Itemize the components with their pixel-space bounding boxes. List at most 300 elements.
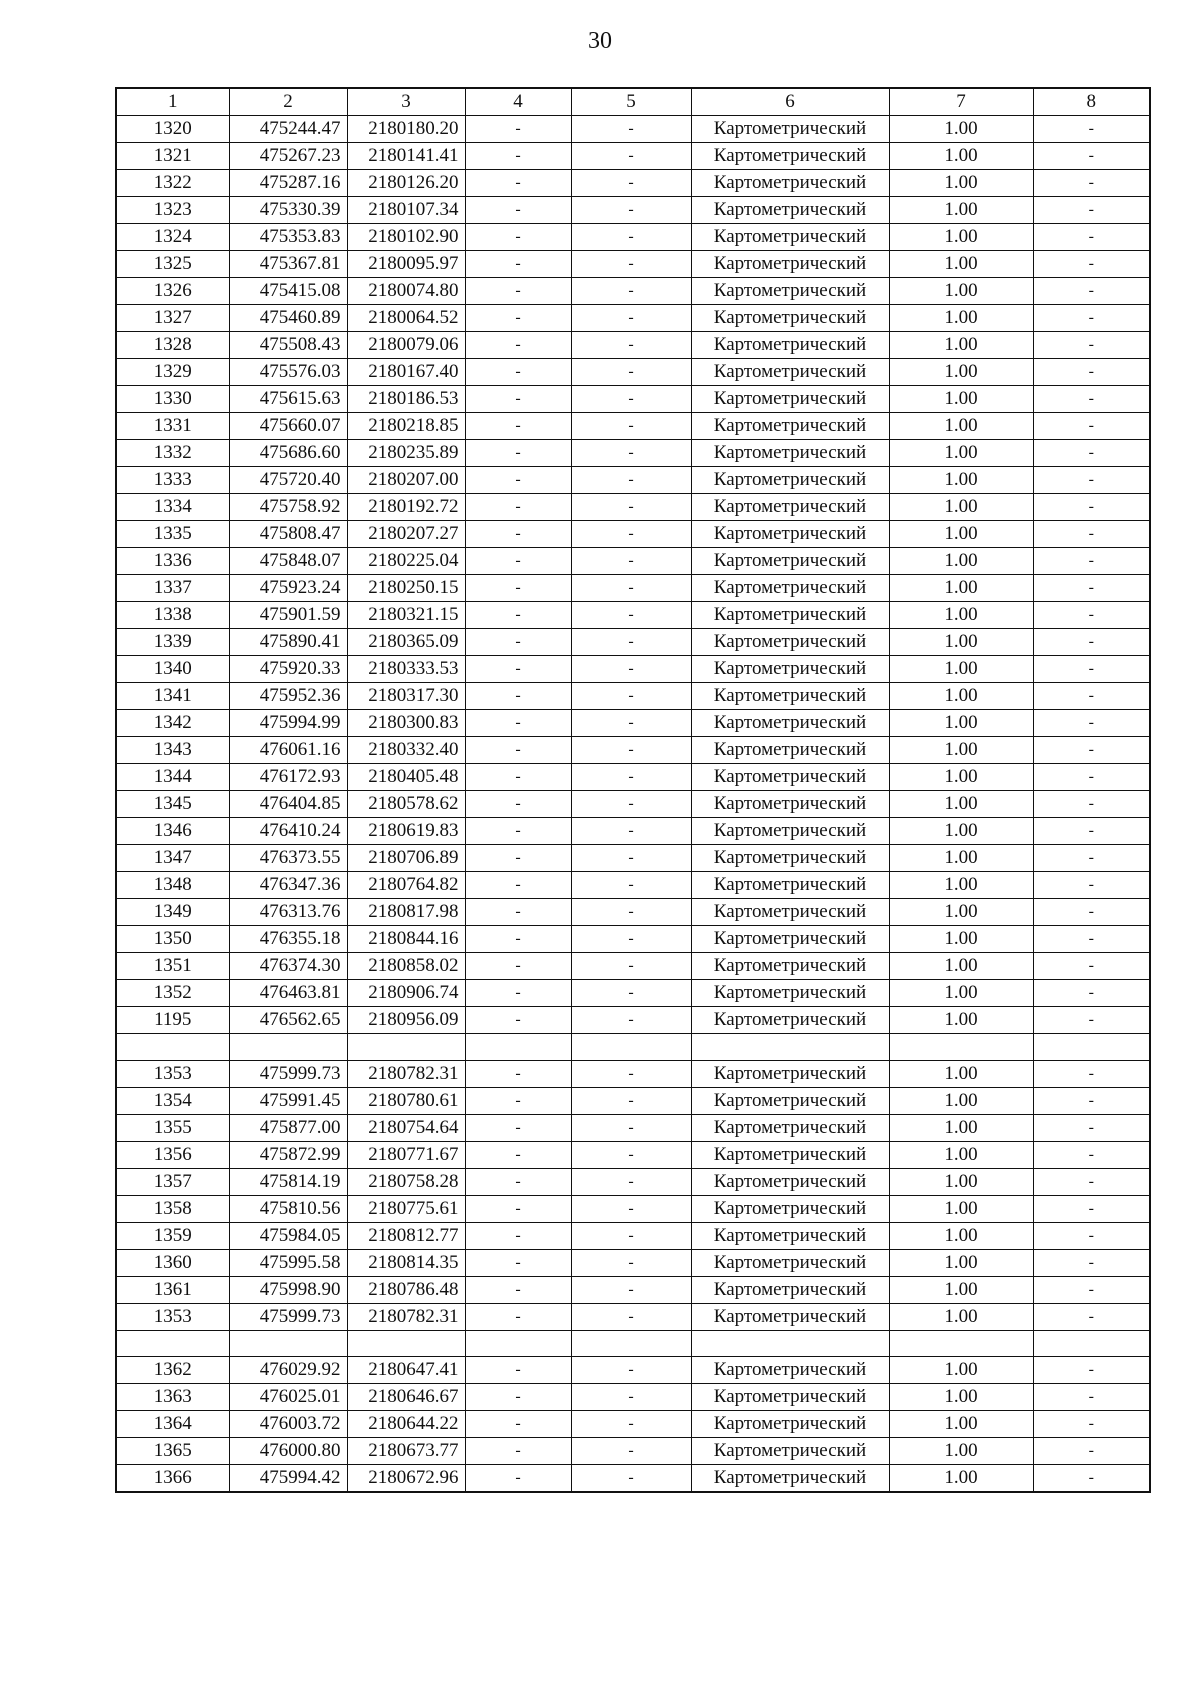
table-cell-col-5: - xyxy=(571,1007,691,1034)
table-cell-col-5: - xyxy=(571,251,691,278)
table-cell-col-5: - xyxy=(571,791,691,818)
table-cell-col-8: - xyxy=(1033,602,1150,629)
table-row xyxy=(116,440,1150,467)
coordinates-table xyxy=(115,87,1151,1493)
table-cell-col-8: - xyxy=(1033,845,1150,872)
table-cell-col-1: 1342 xyxy=(116,710,229,737)
table-cell-col-2: 476029.92 xyxy=(229,1357,347,1384)
table-cell-col-8: - xyxy=(1033,332,1150,359)
table-cell-col-5: - xyxy=(571,710,691,737)
table-cell-col-8: - xyxy=(1033,953,1150,980)
table-cell-col-7: 1.00 xyxy=(889,224,1033,251)
table-cell-col-1: 1341 xyxy=(116,683,229,710)
table-cell-col-5: - xyxy=(571,764,691,791)
table-cell-col-4: - xyxy=(465,143,571,170)
table-cell-col-7 xyxy=(889,1330,1033,1357)
table-row xyxy=(116,818,1150,845)
table-cell-col-4: - xyxy=(465,872,571,899)
table-cell-col-4: - xyxy=(465,116,571,143)
table-row xyxy=(116,1384,1150,1411)
table-row xyxy=(116,413,1150,440)
table-cell-col-1: 1344 xyxy=(116,764,229,791)
table-cell-col-7: 1.00 xyxy=(889,629,1033,656)
table-cell-col-1: 1321 xyxy=(116,143,229,170)
table-cell-col-1: 1347 xyxy=(116,845,229,872)
table-cell-col-3: 2180095.97 xyxy=(347,251,465,278)
table-cell-col-4: - xyxy=(465,1195,571,1222)
column-header-2: 2 xyxy=(229,88,347,116)
table-cell-col-5: - xyxy=(571,1249,691,1276)
table-cell-col-5: - xyxy=(571,521,691,548)
table-row xyxy=(116,1007,1150,1034)
table-cell-col-6: Картометрический xyxy=(691,332,889,359)
table-cell-col-3: 2180758.28 xyxy=(347,1168,465,1195)
table-cell-col-1: 1349 xyxy=(116,899,229,926)
table-cell-col-7: 1.00 xyxy=(889,602,1033,629)
table-cell-col-5: - xyxy=(571,1357,691,1384)
table-cell-col-4: - xyxy=(465,224,571,251)
table-cell-col-1: 1325 xyxy=(116,251,229,278)
table-cell-col-6: Картометрический xyxy=(691,278,889,305)
table-cell-col-7: 1.00 xyxy=(889,305,1033,332)
table-cell-col-8: - xyxy=(1033,413,1150,440)
table-cell-col-3: 2180405.48 xyxy=(347,764,465,791)
table-row xyxy=(116,1411,1150,1438)
table-cell-col-6: Картометрический xyxy=(691,845,889,872)
table-cell-col-8: - xyxy=(1033,899,1150,926)
table-cell-col-4: - xyxy=(465,1087,571,1114)
table-cell-col-8: - xyxy=(1033,710,1150,737)
table-cell-col-8: - xyxy=(1033,548,1150,575)
table-row xyxy=(116,1330,1150,1357)
table-cell-col-3: 2180647.41 xyxy=(347,1357,465,1384)
table-cell-col-1: 1338 xyxy=(116,602,229,629)
table-cell-col-2 xyxy=(229,1034,347,1061)
table-cell-col-3 xyxy=(347,1034,465,1061)
table-cell-col-2: 475995.58 xyxy=(229,1249,347,1276)
table-cell-col-8: - xyxy=(1033,143,1150,170)
table-cell-col-7: 1.00 xyxy=(889,710,1033,737)
table-cell-col-8: - xyxy=(1033,1222,1150,1249)
table-cell-col-1 xyxy=(116,1034,229,1061)
table-cell-col-7: 1.00 xyxy=(889,764,1033,791)
table-cell-col-8: - xyxy=(1033,737,1150,764)
table-cell-col-5: - xyxy=(571,872,691,899)
table-cell-col-6: Картометрический xyxy=(691,1168,889,1195)
table-cell-col-6: Картометрический xyxy=(691,1249,889,1276)
table-cell-col-4: - xyxy=(465,1249,571,1276)
table-cell-col-8: - xyxy=(1033,278,1150,305)
table-cell-col-2: 475415.08 xyxy=(229,278,347,305)
table-cell-col-4: - xyxy=(465,575,571,602)
table-cell-col-6: Картометрический xyxy=(691,899,889,926)
table-cell-col-2: 476562.65 xyxy=(229,1007,347,1034)
table-row xyxy=(116,899,1150,926)
table-cell-col-7: 1.00 xyxy=(889,1411,1033,1438)
column-header-3: 3 xyxy=(347,88,465,116)
table-cell-col-7: 1.00 xyxy=(889,953,1033,980)
table-cell-col-5: - xyxy=(571,899,691,926)
table-cell-col-5: - xyxy=(571,494,691,521)
table-cell-col-2: 475952.36 xyxy=(229,683,347,710)
table-cell-col-6: Картометрический xyxy=(691,1438,889,1465)
table-row xyxy=(116,1034,1150,1061)
table-cell-col-6: Картометрический xyxy=(691,926,889,953)
table-cell-col-6: Картометрический xyxy=(691,575,889,602)
table-cell-col-8: - xyxy=(1033,1087,1150,1114)
table-cell-col-5: - xyxy=(571,575,691,602)
table-cell-col-1: 1320 xyxy=(116,116,229,143)
table-cell-col-6: Картометрический xyxy=(691,1087,889,1114)
table-cell-col-2: 476025.01 xyxy=(229,1384,347,1411)
table-cell-col-4: - xyxy=(465,737,571,764)
table-cell-col-7: 1.00 xyxy=(889,656,1033,683)
table-cell-col-6: Картометрический xyxy=(691,548,889,575)
table-cell-col-2: 475267.23 xyxy=(229,143,347,170)
table-cell-col-1: 1331 xyxy=(116,413,229,440)
table-cell-col-7: 1.00 xyxy=(889,467,1033,494)
table-cell-col-8: - xyxy=(1033,1411,1150,1438)
column-header-5: 5 xyxy=(571,88,691,116)
table-cell-col-4: - xyxy=(465,332,571,359)
table-cell-col-7: 1.00 xyxy=(889,1384,1033,1411)
table-cell-col-5: - xyxy=(571,926,691,953)
table-cell-col-7: 1.00 xyxy=(889,413,1033,440)
table-cell-col-6: Картометрический xyxy=(691,359,889,386)
table-cell-col-7: 1.00 xyxy=(889,737,1033,764)
column-header-8: 8 xyxy=(1033,88,1150,116)
table-cell-col-3: 2180817.98 xyxy=(347,899,465,926)
table-cell-col-6 xyxy=(691,1034,889,1061)
table-cell-col-4: - xyxy=(465,521,571,548)
table-cell-col-5: - xyxy=(571,1141,691,1168)
table-cell-col-5: - xyxy=(571,1438,691,1465)
table-cell-col-1: 1332 xyxy=(116,440,229,467)
table-cell-col-4: - xyxy=(465,980,571,1007)
table-cell-col-4: - xyxy=(465,845,571,872)
table-cell-col-6: Картометрический xyxy=(691,656,889,683)
table-cell-col-3: 2180102.90 xyxy=(347,224,465,251)
table-cell-col-3: 2180754.64 xyxy=(347,1114,465,1141)
table-cell-col-4: - xyxy=(465,386,571,413)
table-cell-col-3: 2180333.53 xyxy=(347,656,465,683)
table-cell-col-6: Картометрический xyxy=(691,1465,889,1493)
table-cell-col-2: 476313.76 xyxy=(229,899,347,926)
table-cell-col-7: 1.00 xyxy=(889,1276,1033,1303)
table-cell-col-3: 2180782.31 xyxy=(347,1303,465,1330)
table-cell-col-5: - xyxy=(571,305,691,332)
table-cell-col-7: 1.00 xyxy=(889,1141,1033,1168)
table-row xyxy=(116,251,1150,278)
table-cell-col-2: 475999.73 xyxy=(229,1303,347,1330)
table-cell-col-2: 475330.39 xyxy=(229,197,347,224)
table-cell-col-5: - xyxy=(571,1168,691,1195)
table-cell-col-7: 1.00 xyxy=(889,1438,1033,1465)
table-cell-col-4: - xyxy=(465,1168,571,1195)
table-cell-col-3: 2180619.83 xyxy=(347,818,465,845)
table-cell-col-6: Картометрический xyxy=(691,602,889,629)
table-cell-col-6: Картометрический xyxy=(691,467,889,494)
table-cell-col-2: 476172.93 xyxy=(229,764,347,791)
table-cell-col-8: - xyxy=(1033,926,1150,953)
table-cell-col-6: Картометрический xyxy=(691,872,889,899)
table-cell-col-2: 476404.85 xyxy=(229,791,347,818)
table-cell-col-8: - xyxy=(1033,170,1150,197)
table-cell-col-2: 475877.00 xyxy=(229,1114,347,1141)
table-row xyxy=(116,845,1150,872)
table-cell-col-7: 1.00 xyxy=(889,1357,1033,1384)
table-cell-col-3: 2180775.61 xyxy=(347,1195,465,1222)
table-cell-col-1: 1353 xyxy=(116,1060,229,1087)
table-cell-col-7: 1.00 xyxy=(889,251,1033,278)
table-cell-col-1: 1322 xyxy=(116,170,229,197)
table-cell-col-3: 2180064.52 xyxy=(347,305,465,332)
table-cell-col-7: 1.00 xyxy=(889,116,1033,143)
table-cell-col-1: 1360 xyxy=(116,1249,229,1276)
table-cell-col-1: 1361 xyxy=(116,1276,229,1303)
table-cell-col-3: 2180186.53 xyxy=(347,386,465,413)
table-cell-col-5: - xyxy=(571,656,691,683)
table-row xyxy=(116,683,1150,710)
table-header-row xyxy=(116,88,1150,116)
table-cell-col-5: - xyxy=(571,359,691,386)
table-cell-col-7: 1.00 xyxy=(889,683,1033,710)
table-cell-col-6: Картометрический xyxy=(691,1114,889,1141)
table-cell-col-8: - xyxy=(1033,1384,1150,1411)
table-cell-col-5: - xyxy=(571,278,691,305)
table-cell-col-6: Картометрический xyxy=(691,1141,889,1168)
table-cell-col-1: 1343 xyxy=(116,737,229,764)
table-row xyxy=(116,1168,1150,1195)
table-cell-col-1: 1335 xyxy=(116,521,229,548)
table-cell-col-4: - xyxy=(465,278,571,305)
table-row xyxy=(116,602,1150,629)
table-cell-col-7: 1.00 xyxy=(889,1007,1033,1034)
table-row xyxy=(116,1195,1150,1222)
table-cell-col-8: - xyxy=(1033,1007,1150,1034)
table-cell-col-2: 475810.56 xyxy=(229,1195,347,1222)
table-cell-col-7: 1.00 xyxy=(889,1195,1033,1222)
table-cell-col-3: 2180192.72 xyxy=(347,494,465,521)
table-cell-col-2: 475999.73 xyxy=(229,1060,347,1087)
table-cell-col-8: - xyxy=(1033,1114,1150,1141)
table-cell-col-5: - xyxy=(571,1384,691,1411)
table-cell-col-4: - xyxy=(465,413,571,440)
table-cell-col-1: 1353 xyxy=(116,1303,229,1330)
table-cell-col-8: - xyxy=(1033,494,1150,521)
table-row xyxy=(116,764,1150,791)
table-cell-col-4: - xyxy=(465,710,571,737)
table-cell-col-1: 1355 xyxy=(116,1114,229,1141)
table-row xyxy=(116,1114,1150,1141)
table-cell-col-4: - xyxy=(465,494,571,521)
table-cell-col-6: Картометрический xyxy=(691,170,889,197)
table-cell-col-5: - xyxy=(571,413,691,440)
table-cell-col-3: 2180814.35 xyxy=(347,1249,465,1276)
table-cell-col-8: - xyxy=(1033,305,1150,332)
column-header-1: 1 xyxy=(116,88,229,116)
table-cell-col-7: 1.00 xyxy=(889,143,1033,170)
table-cell-col-2: 475287.16 xyxy=(229,170,347,197)
table-cell-col-1: 1340 xyxy=(116,656,229,683)
table-cell-col-6: Картометрический xyxy=(691,710,889,737)
table-cell-col-3: 2180107.34 xyxy=(347,197,465,224)
table-cell-col-6: Картометрический xyxy=(691,629,889,656)
table-cell-col-4: - xyxy=(465,629,571,656)
table-cell-col-6: Картометрический xyxy=(691,224,889,251)
table-cell-col-7 xyxy=(889,1034,1033,1061)
table-cell-col-3: 2180786.48 xyxy=(347,1276,465,1303)
table-cell-col-3: 2180317.30 xyxy=(347,683,465,710)
table-row xyxy=(116,332,1150,359)
table-row xyxy=(116,953,1150,980)
table-cell-col-7: 1.00 xyxy=(889,791,1033,818)
table-cell-col-8: - xyxy=(1033,440,1150,467)
table-cell-col-7: 1.00 xyxy=(889,845,1033,872)
table-cell-col-4: - xyxy=(465,1384,571,1411)
table-cell-col-2: 475508.43 xyxy=(229,332,347,359)
table-cell-col-3: 2180644.22 xyxy=(347,1411,465,1438)
table-cell-col-1: 1362 xyxy=(116,1357,229,1384)
table-cell-col-5: - xyxy=(571,845,691,872)
table-cell-col-4: - xyxy=(465,1303,571,1330)
table-body xyxy=(116,116,1150,1493)
table-cell-col-2: 475367.81 xyxy=(229,251,347,278)
table-cell-col-8: - xyxy=(1033,872,1150,899)
table-cell-col-3: 2180079.06 xyxy=(347,332,465,359)
table-cell-col-7: 1.00 xyxy=(889,278,1033,305)
table-row xyxy=(116,1141,1150,1168)
table-cell-col-8: - xyxy=(1033,791,1150,818)
table-row xyxy=(116,1060,1150,1087)
table-cell-col-3: 2180180.20 xyxy=(347,116,465,143)
table-cell-col-4: - xyxy=(465,1007,571,1034)
table-cell-col-8: - xyxy=(1033,521,1150,548)
table-cell-col-2: 475890.41 xyxy=(229,629,347,656)
table-cell-col-3: 2180167.40 xyxy=(347,359,465,386)
table-cell-col-4: - xyxy=(465,1357,571,1384)
table-cell-col-6: Картометрический xyxy=(691,1222,889,1249)
table-cell-col-8: - xyxy=(1033,1141,1150,1168)
table-cell-col-7: 1.00 xyxy=(889,1303,1033,1330)
table-cell-col-7: 1.00 xyxy=(889,332,1033,359)
table-cell-col-2: 476000.80 xyxy=(229,1438,347,1465)
table-cell-col-1: 1195 xyxy=(116,1007,229,1034)
table-cell-col-1: 1324 xyxy=(116,224,229,251)
table-cell-col-6: Картометрический xyxy=(691,737,889,764)
table-cell-col-8: - xyxy=(1033,656,1150,683)
table-cell-col-1: 1328 xyxy=(116,332,229,359)
table-cell-col-8: - xyxy=(1033,467,1150,494)
table-cell-col-6: Картометрический xyxy=(691,440,889,467)
table-cell-col-1: 1363 xyxy=(116,1384,229,1411)
table-cell-col-3: 2180673.77 xyxy=(347,1438,465,1465)
table-cell-col-5: - xyxy=(571,386,691,413)
table-cell-col-2: 475460.89 xyxy=(229,305,347,332)
table-cell-col-8: - xyxy=(1033,1357,1150,1384)
table-cell-col-7: 1.00 xyxy=(889,1222,1033,1249)
table-row xyxy=(116,386,1150,413)
table-cell-col-1: 1364 xyxy=(116,1411,229,1438)
table-cell-col-6: Картометрический xyxy=(691,1411,889,1438)
table-cell-col-5 xyxy=(571,1330,691,1357)
table-cell-col-2: 476003.72 xyxy=(229,1411,347,1438)
table-cell-col-4: - xyxy=(465,1465,571,1493)
table-row xyxy=(116,548,1150,575)
table-cell-col-5: - xyxy=(571,953,691,980)
table-cell-col-1: 1350 xyxy=(116,926,229,953)
table-cell-col-1: 1352 xyxy=(116,980,229,1007)
table-cell-col-5: - xyxy=(571,1087,691,1114)
table-row xyxy=(116,656,1150,683)
table-cell-col-4: - xyxy=(465,1060,571,1087)
table-cell-col-2: 476410.24 xyxy=(229,818,347,845)
table-cell-col-6: Картометрический xyxy=(691,143,889,170)
table-cell-col-3: 2180218.85 xyxy=(347,413,465,440)
table-cell-col-8: - xyxy=(1033,818,1150,845)
table-cell-col-4: - xyxy=(465,467,571,494)
table-cell-col-1: 1323 xyxy=(116,197,229,224)
table-cell-col-1: 1365 xyxy=(116,1438,229,1465)
table-cell-col-3: 2180706.89 xyxy=(347,845,465,872)
table-row xyxy=(116,629,1150,656)
table-cell-col-2: 475872.99 xyxy=(229,1141,347,1168)
table-cell-col-5: - xyxy=(571,1465,691,1493)
table-row xyxy=(116,1276,1150,1303)
table-cell-col-4: - xyxy=(465,359,571,386)
table-row xyxy=(116,710,1150,737)
table-cell-col-8: - xyxy=(1033,980,1150,1007)
table-cell-col-6: Картометрический xyxy=(691,764,889,791)
table-cell-col-7: 1.00 xyxy=(889,1060,1033,1087)
table-cell-col-7: 1.00 xyxy=(889,386,1033,413)
table-cell-col-6: Картометрический xyxy=(691,1195,889,1222)
table-cell-col-3: 2180771.67 xyxy=(347,1141,465,1168)
table-cell-col-8: - xyxy=(1033,1195,1150,1222)
table-cell-col-2: 476355.18 xyxy=(229,926,347,953)
table-cell-col-6: Картометрический xyxy=(691,683,889,710)
table-cell-col-6: Картометрический xyxy=(691,791,889,818)
table-cell-col-7: 1.00 xyxy=(889,926,1033,953)
table-cell-col-3: 2180207.00 xyxy=(347,467,465,494)
table-cell-col-4: - xyxy=(465,683,571,710)
table-cell-col-1: 1339 xyxy=(116,629,229,656)
table-row xyxy=(116,143,1150,170)
table-cell-col-1: 1333 xyxy=(116,467,229,494)
table-cell-col-1: 1336 xyxy=(116,548,229,575)
table-cell-col-6: Картометрический xyxy=(691,1303,889,1330)
table-cell-col-4: - xyxy=(465,440,571,467)
table-cell-col-3: 2180321.15 xyxy=(347,602,465,629)
table-cell-col-7: 1.00 xyxy=(889,197,1033,224)
table-cell-col-6: Картометрический xyxy=(691,251,889,278)
table-row xyxy=(116,872,1150,899)
table-cell-col-5: - xyxy=(571,197,691,224)
table-cell-col-3: 2180780.61 xyxy=(347,1087,465,1114)
table-cell-col-3: 2180578.62 xyxy=(347,791,465,818)
table-cell-col-1: 1357 xyxy=(116,1168,229,1195)
table-row xyxy=(116,1249,1150,1276)
table-cell-col-5: - xyxy=(571,818,691,845)
table-cell-col-1: 1356 xyxy=(116,1141,229,1168)
table-cell-col-8: - xyxy=(1033,1438,1150,1465)
table-cell-col-2: 475576.03 xyxy=(229,359,347,386)
table-cell-col-6: Картометрический xyxy=(691,1007,889,1034)
table-cell-col-6: Картометрический xyxy=(691,413,889,440)
table-cell-col-1: 1334 xyxy=(116,494,229,521)
table-cell-col-6 xyxy=(691,1330,889,1357)
table-cell-col-3: 2180235.89 xyxy=(347,440,465,467)
